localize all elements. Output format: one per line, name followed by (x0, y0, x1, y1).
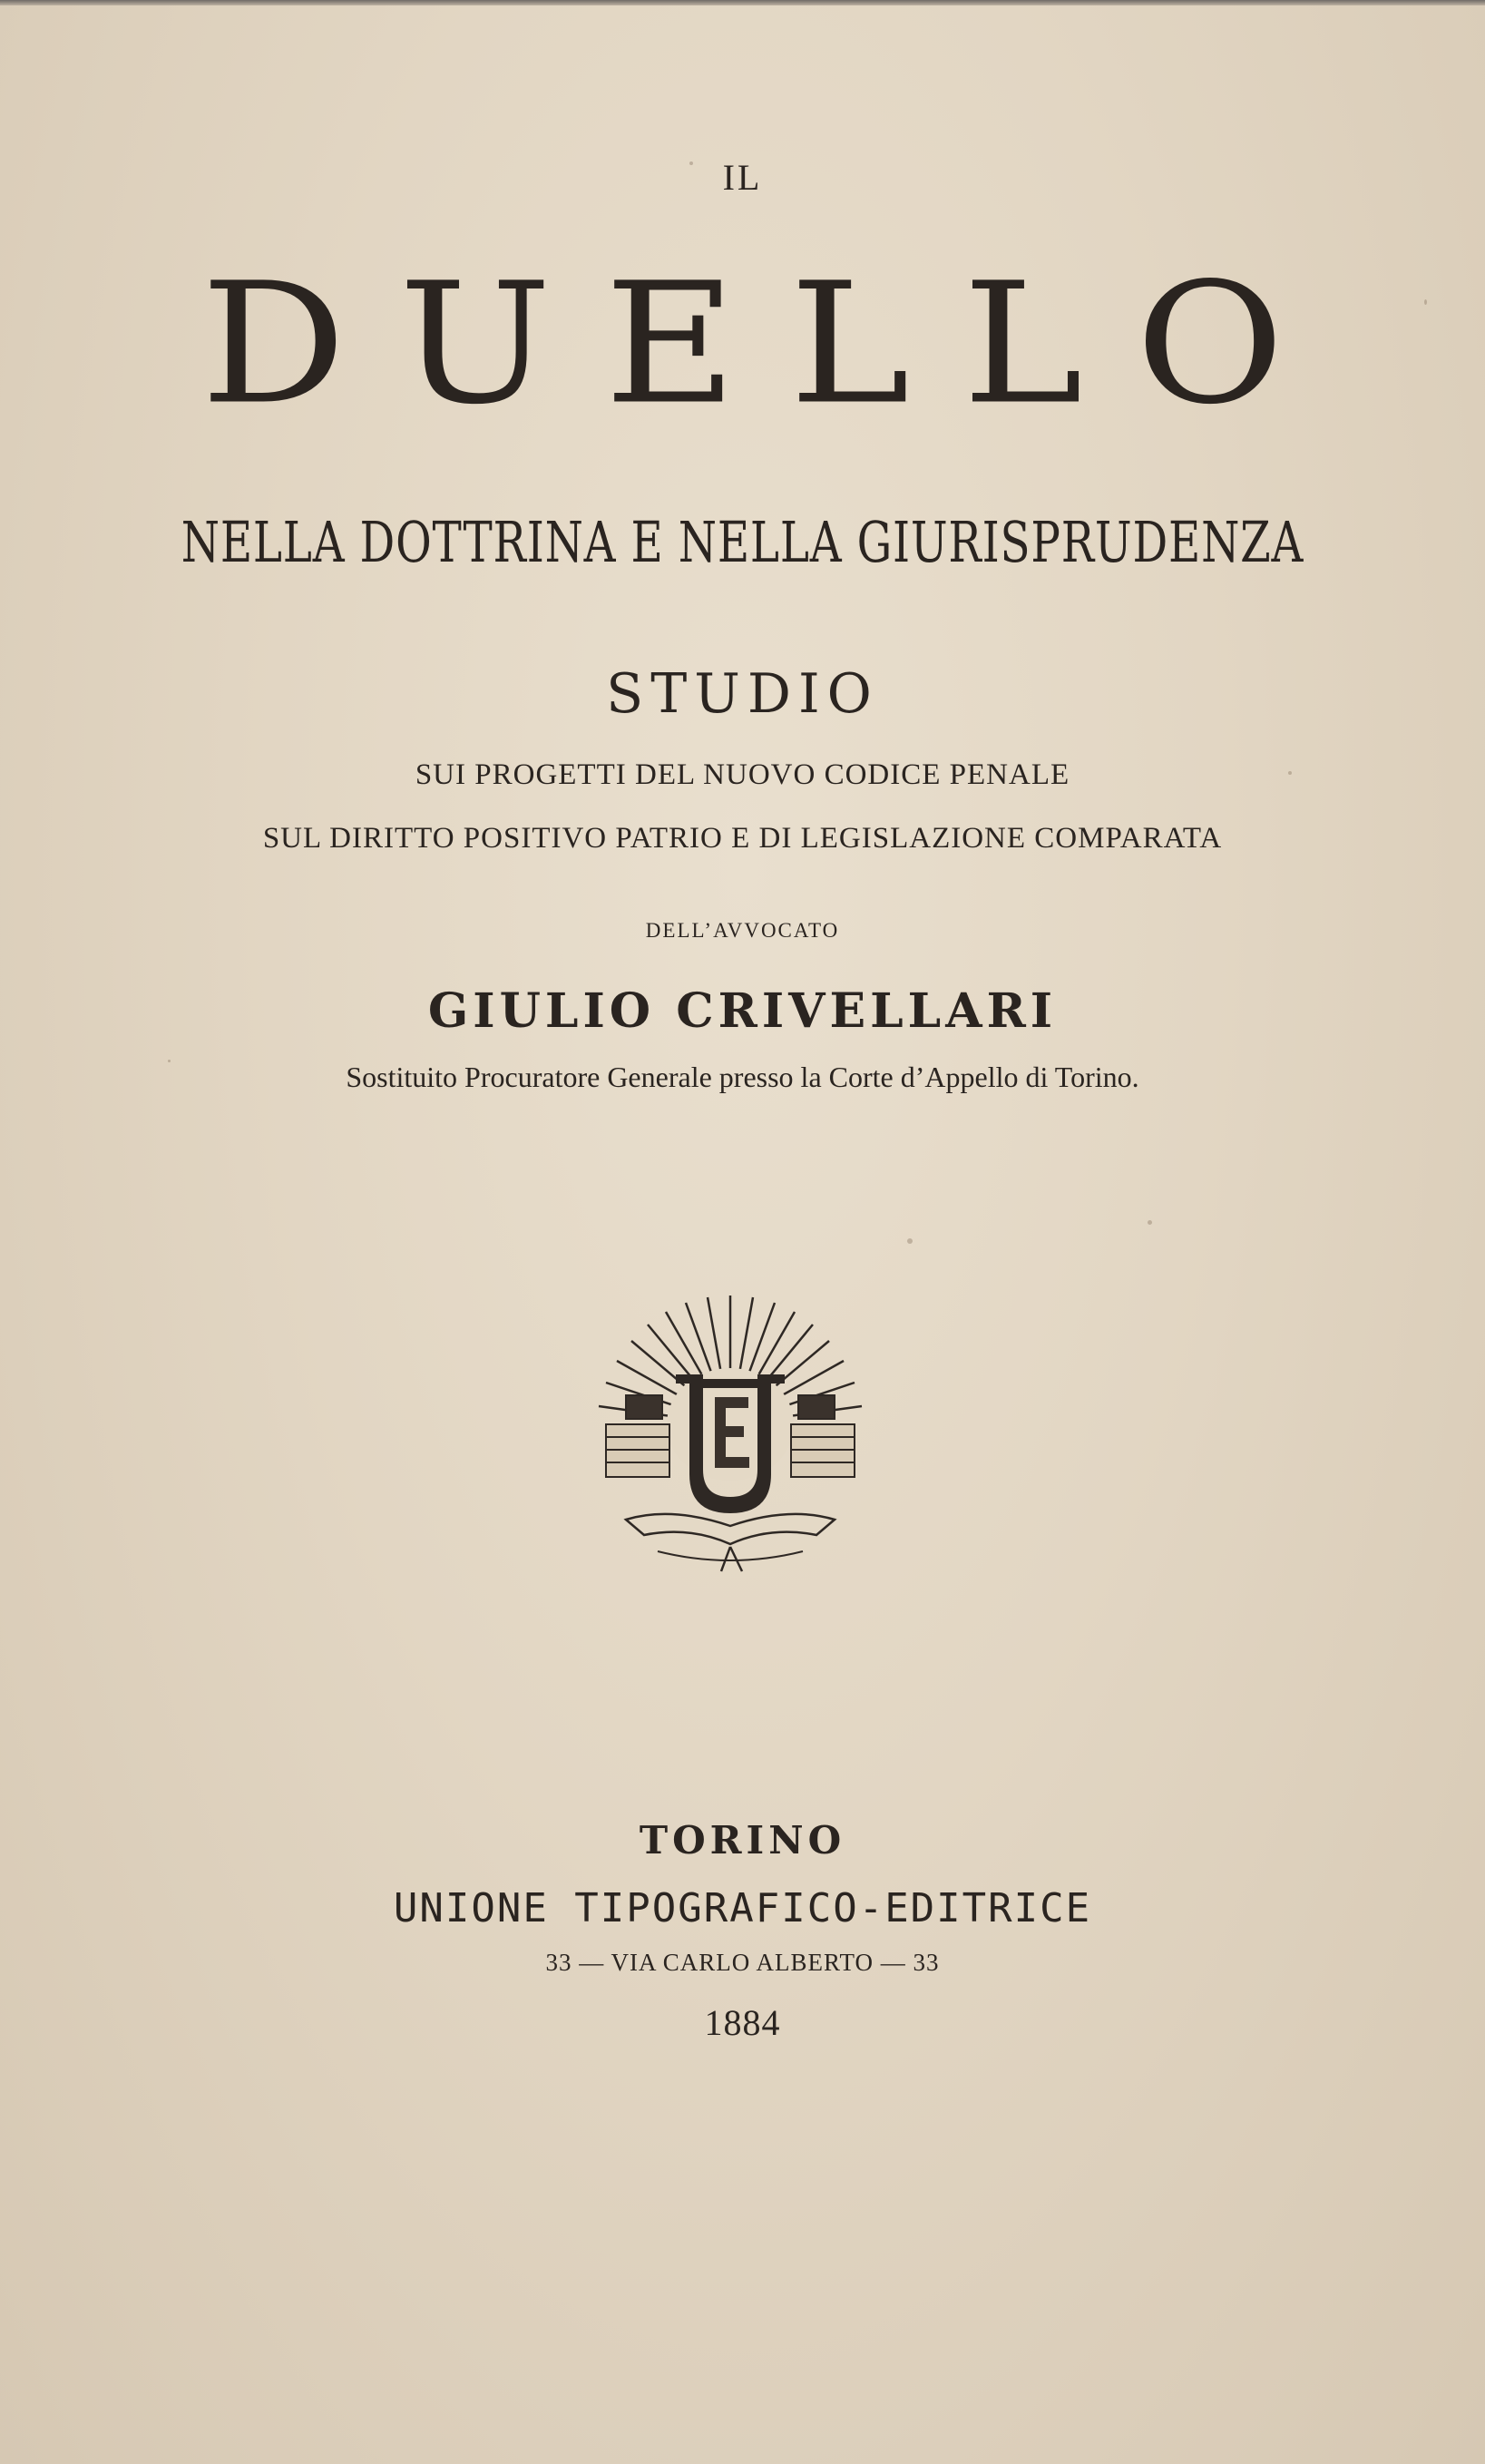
page-top-edge (0, 0, 1485, 5)
study-label: STUDIO (606, 662, 879, 726)
author-role: Sostituito Procuratore Generale presso la Corte d’Appello di Torino. (346, 1061, 1139, 1093)
subtitle: NELLA DOTTRINA E NELLA GIURISPRUDENZA (181, 509, 1304, 575)
main-title: DUELLO (200, 247, 1337, 442)
description-line-1: SUI PROGETTI DEL NUOVO CODICE PENALE (415, 758, 1070, 791)
imprint-publisher: UNIONE TIPOGRAFICO-EDITRICE (393, 1885, 1092, 1931)
publisher-emblem-icon (590, 1288, 871, 1579)
paper-speck (1148, 1220, 1152, 1225)
description-line-2: SUL DIRITTO POSITIVO PATRIO E DI LEGISLAZIONE COMPARATA (262, 822, 1223, 855)
imprint-address: 33 — VIA CARLO ALBERTO — 33 (545, 1949, 940, 1976)
title-article: IL (722, 157, 763, 198)
author-name: GIULIO CRIVELLARI (427, 983, 1058, 1039)
imprint-year: 1884 (704, 2002, 781, 2043)
imprint-city: TORINO (639, 1818, 846, 1863)
paper-speck (907, 1238, 913, 1244)
author-prefix: DELL’AVVOCATO (645, 919, 840, 942)
